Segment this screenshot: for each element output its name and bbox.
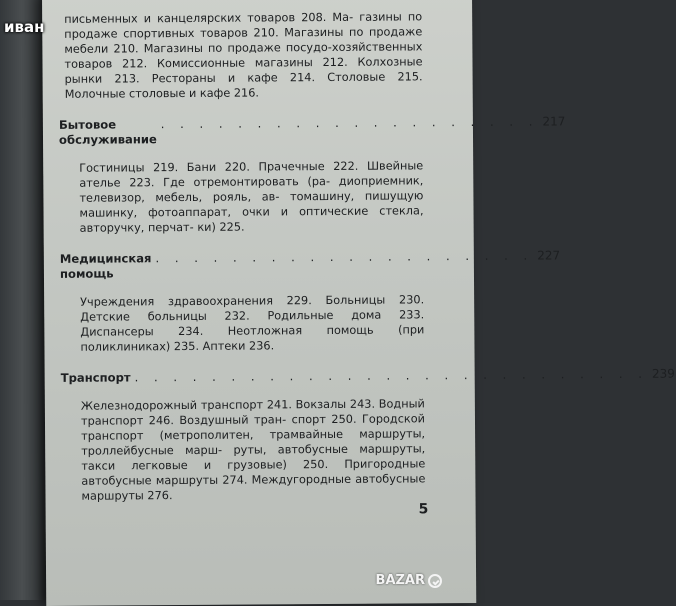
section-body-household-services: Гостиницы 219. Бани 220. Прачечные 222. Швейные ателье 223. Где отремонтировать (ра- диоприемник, телевизор, мебель, рояль, ав- томашину, пишущую машинку, фотоаппарат, очки и оптические стекла, авторучку, перчат- ки) 225. <box>79 159 424 235</box>
table-of-contents <box>58 9 675 503</box>
brand-watermark <box>376 573 442 588</box>
section-title: Медицинская помощь <box>59 251 152 281</box>
watermark-username: иван <box>4 18 45 36</box>
dot-leader: . . . . . . . . . . . . . . . . . . . . <box>155 248 534 266</box>
dot-leader: . . . . . . . . . . . . . . . . . . . . . . . . . . . <box>134 366 648 385</box>
section-body-transport: Железнодорожный транспорт 241. Вокзалы 243. Водный транспорт 246. Воздушный тран- спорт 250. Городской транспорт (метрополитен, трамвайные маршруты, троллейбусные марш- руты, автобусные маршруты, такси легковые и грузовые) 250. Пригородные автобусные маршруты 274. Междугородные автобусные маршруты 276. <box>80 397 426 503</box>
section-heading-household-services <box>58 114 566 148</box>
section-page-number: 239 <box>651 366 675 381</box>
section-page-number: 217 <box>542 114 566 129</box>
page-number: 5 <box>418 501 429 518</box>
section-heading-transport <box>60 366 675 386</box>
section-page-number: 227 <box>537 248 561 263</box>
section-body-medical-help: Учреждения здравоохранения 229. Больницы 230. Детские больницы 232. Родильные дома 233. Диспансеры 234. Неотложная помощь (при поликлиниках) 235. Аптеки 236. <box>80 293 425 354</box>
section-title: Бытовое обслуживание <box>58 117 157 147</box>
section-title: Транспорт <box>60 370 131 385</box>
intro-paragraph: письменных и канцелярских товаров 208. Ма- газины по продаже спортивных товаров 210. Магазины по продаже мебели 210. Магазины по продаже посудо-хозяйственных товаров 212. Комиссионные магазины 212. Колхозные рынки 213. Рестораны и кафе 214. Столовые 215. Молочные столовые и кафе 216. <box>64 10 423 101</box>
brand-text: BAZAR <box>375 573 425 588</box>
dot-leader: . . . . . . . . . . . . . . . . . . . . <box>160 114 539 132</box>
book-page <box>42 0 675 606</box>
check-circle-icon <box>428 574 442 588</box>
section-heading-medical-help <box>59 248 561 282</box>
